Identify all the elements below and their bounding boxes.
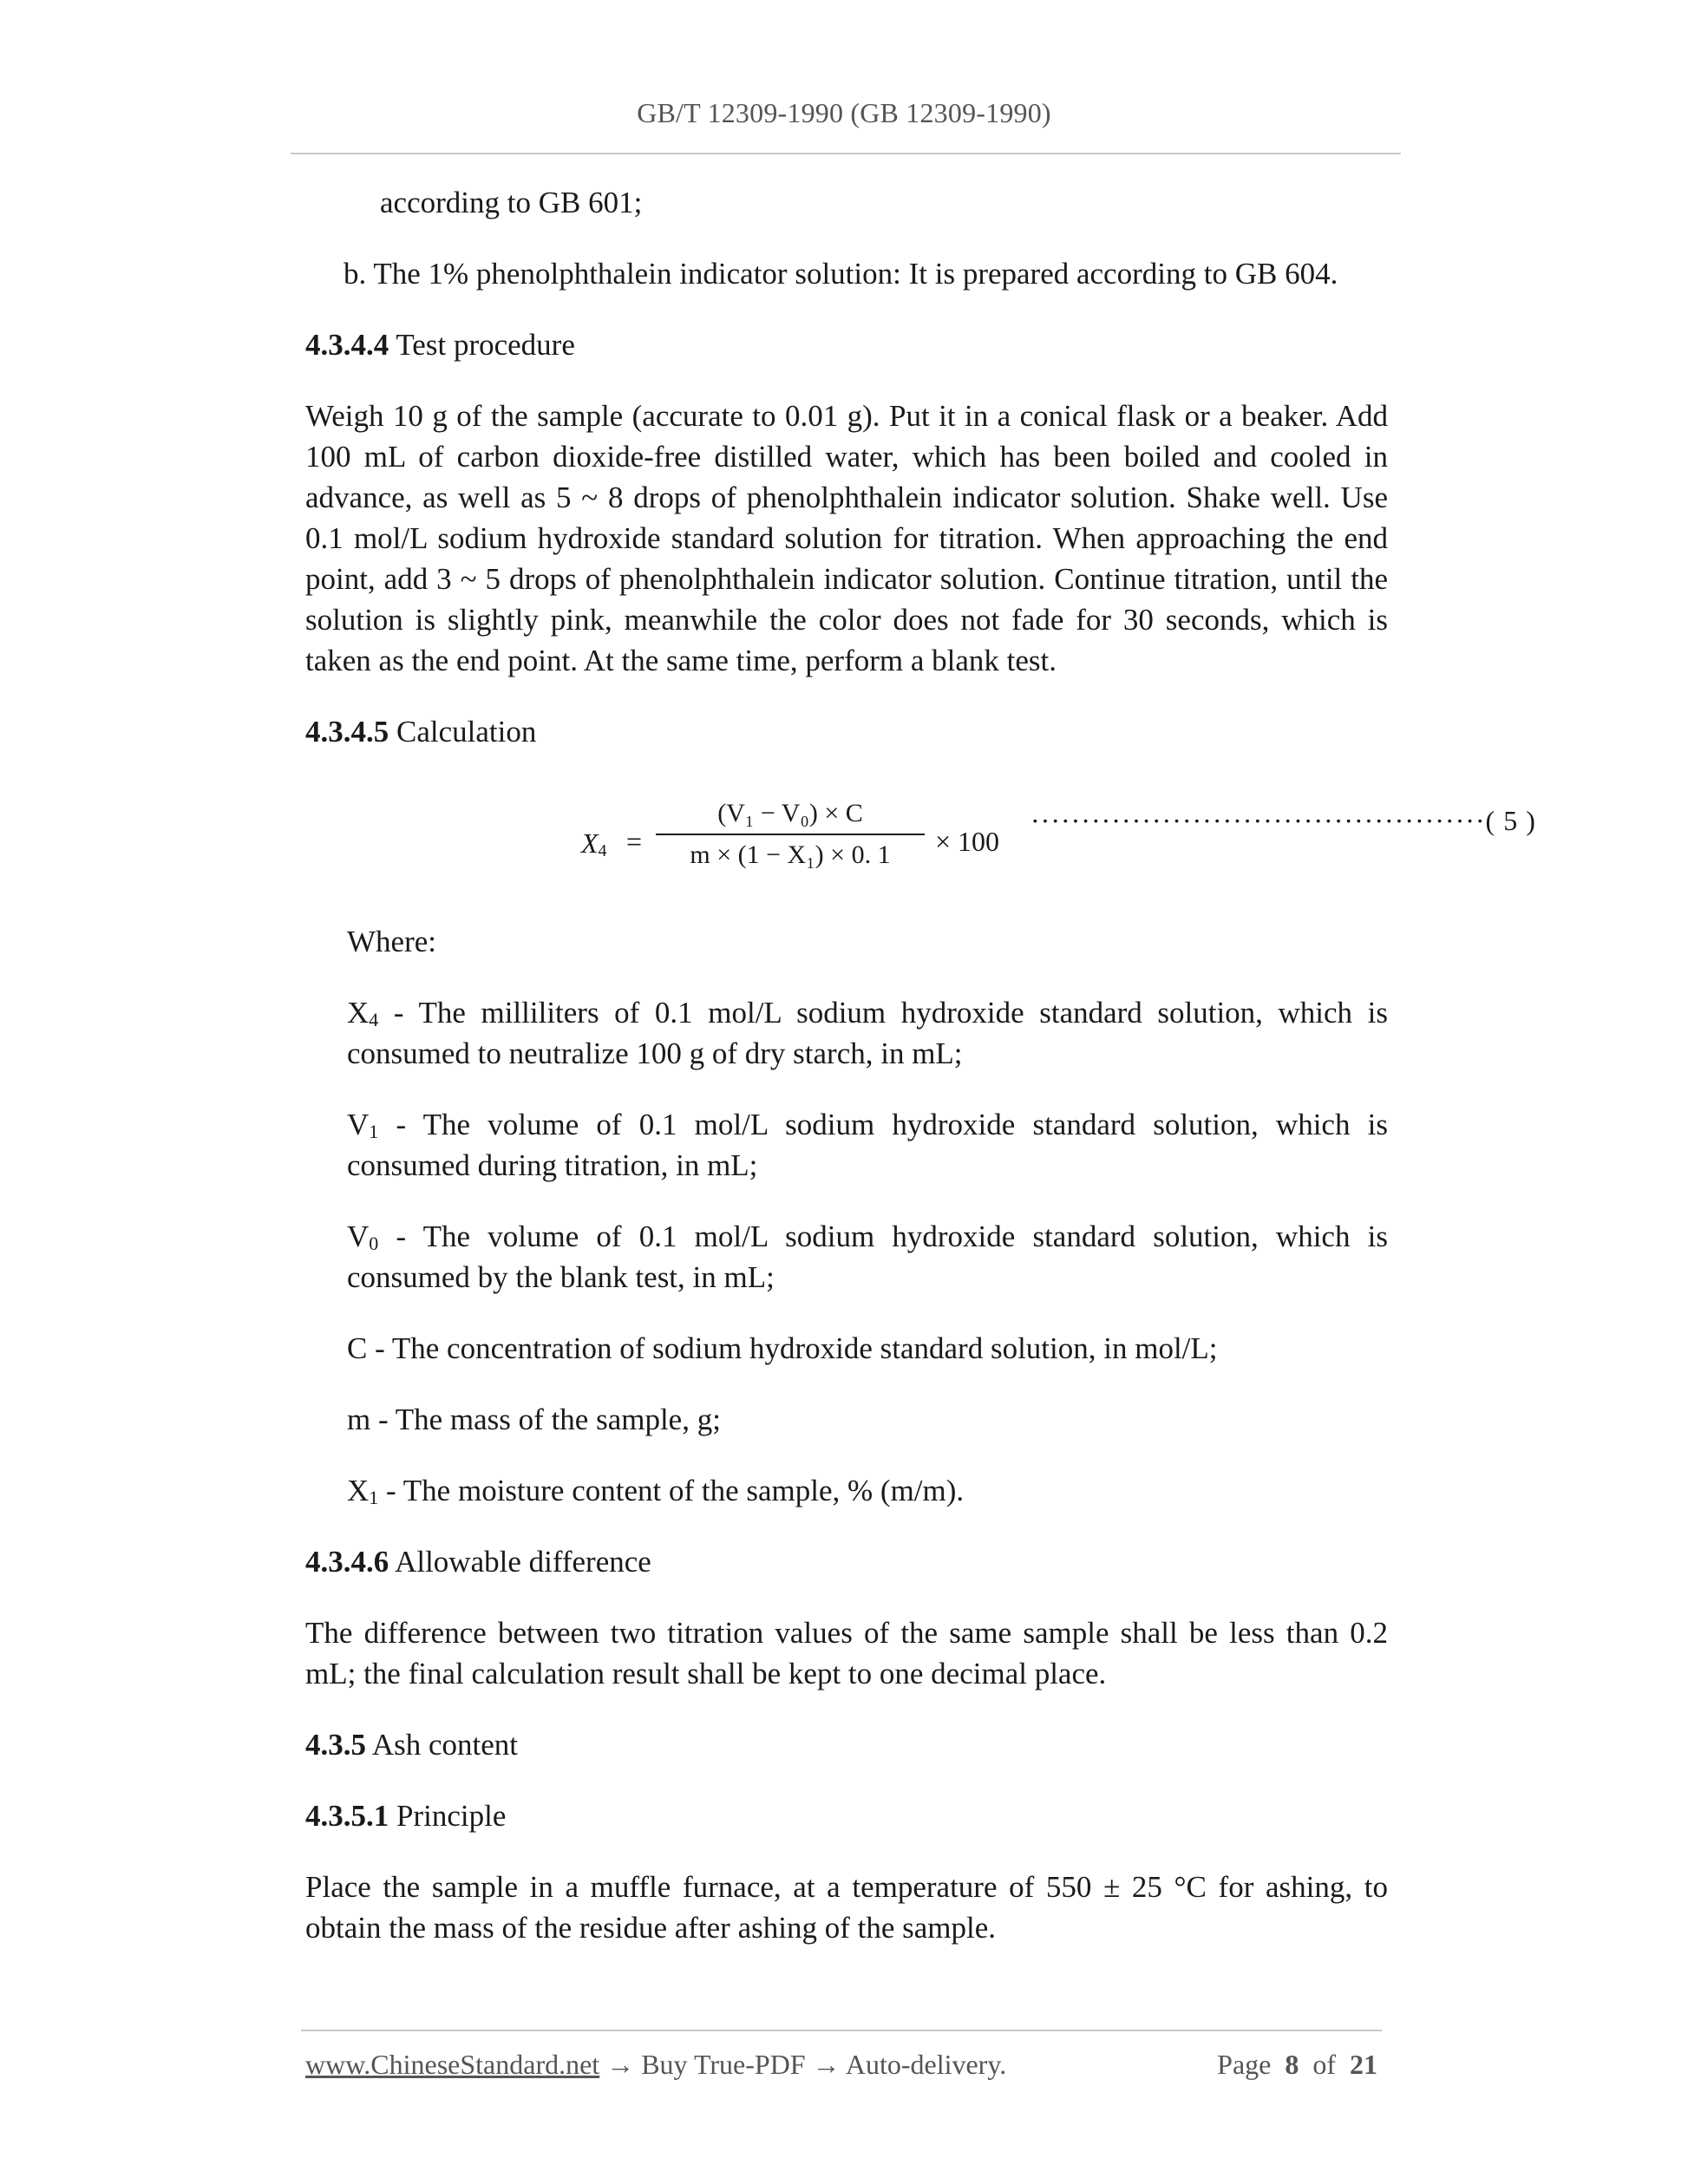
footer-divider [301,2030,1382,2031]
formula [581,795,1032,882]
definition-text: - The moisture content of the sample, % (m/m). [378,1474,965,1507]
page-indicator [1217,2049,1377,2081]
equation-5 [305,787,1536,891]
list-item-b: b. The 1% phenolphthalein indicator solution: It is prepared according to GB 604. [343,257,1338,291]
section-heading-4345 [305,711,1388,752]
definition-text: - The milliliters of 0.1 mol/L sodium hydroxide standard solution, which is consumed to neutralize 100 g of dry starch, in mL; [347,996,1388,1070]
current-page: 8 [1285,2049,1299,2080]
formula-fraction [656,795,925,873]
section-title: Allowable difference [395,1545,651,1579]
formula-lhs [581,823,607,864]
of-label: of [1312,2049,1336,2080]
section-number: 4.3.5 [305,1728,366,1762]
definition-c: C - The concentration of sodium hydroxide standard solution, in mol/L; [347,1331,1218,1365]
formula-denominator: m × (1 − X₁) × 0. 1 [690,840,891,869]
definition-text: - The volume of 0.1 mol/L sodium hydroxide standard solution, which is consumed during titration, in mL; [347,1108,1388,1182]
continued-line: according to GB 601; [380,186,643,219]
definition-v0 [305,1216,1388,1298]
formula-lhs-subscript: 4 [598,841,607,860]
definition-x1 [305,1470,1388,1511]
definition-x4 [305,992,1388,1074]
symbol-subscript: 1 [369,1487,379,1508]
section-number: 4.3.4.6 [305,1545,389,1579]
page-label: Page [1217,2049,1272,2080]
definition-m: m - The mass of the sample, g; [347,1403,721,1436]
paragraph-allowable-difference: The difference between two titration values of the same sample shall be less than 0.2 mL; the final calculation result shall be kept to one decimal place. [305,1616,1388,1690]
definition-text: - The volume of 0.1 mol/L sodium hydroxide standard solution, which is consumed by the blank test, in mL; [347,1220,1388,1294]
section-heading-4351 [305,1795,1388,1836]
section-number: 4.3.4.5 [305,715,389,749]
symbol-subscript: 1 [369,1121,379,1142]
fraction-bar [656,834,925,835]
section-heading-4346 [305,1541,1388,1582]
formula-numerator: (V₁ − V₀) × C [717,799,863,827]
footer-promo-text: → Buy True-PDF → Auto-delivery. [599,2049,1007,2080]
where-label: Where: [347,925,436,958]
formula-equals: = [626,826,643,857]
paragraph-principle: Place the sample in a muffle furnace, at a temperature of 550 ± 25 °C for ashing, to obtain the mass of the residue after ashing of the sample. [305,1870,1388,1945]
symbol: V [347,1108,370,1141]
section-number: 4.3.4.4 [305,328,389,362]
footer-site-link[interactable]: www.ChineseStandard.net [305,2049,600,2080]
header-divider [291,153,1401,154]
symbol: V [347,1220,370,1253]
footer-promo [305,2049,1006,2081]
section-number: 4.3.5.1 [305,1799,389,1833]
document-body [305,182,1536,1948]
paragraph-test-procedure: Weigh 10 g of the sample (accurate to 0.01 g). Put it in a conical flask or a beaker. Add 100 mL of carbon dioxide-free distilled water, which has been boiled and cooled in advance, as well as 5 ~ 8 drops of phenolphthalein indicator solution. Shake well. Use 0.1 mol/L sodium hydroxide standard solution for titration. When approaching the end point, add 3 ~ 5 drops of phenolphthalein indicator solution. Continue titration, until the solution is slightly pink, meanwhile the color does not fade for 30 seconds, which is taken as the end point. At the same time, perform a blank test. [305,399,1388,677]
section-heading-435 [305,1724,1388,1765]
definition-v1 [305,1104,1388,1186]
formula-lhs-symbol: X [581,827,599,859]
section-title: Calculation [396,715,537,749]
section-title: Ash content [371,1728,518,1762]
page-header: GB/T 12309-1990 (GB 12309-1990) [637,97,1051,128]
section-title: Principle [396,1799,507,1833]
section-heading-4344 [305,324,1388,365]
symbol-subscript: 0 [369,1233,379,1254]
symbol: X [347,1474,370,1507]
section-title: Test procedure [396,328,575,362]
equation-number: ·············································( 5 ) [1030,805,1536,836]
symbol-subscript: 4 [369,1009,379,1030]
total-pages: 21 [1350,2049,1377,2080]
formula-multiplier: × 100 [935,826,1000,857]
symbol: X [347,996,370,1030]
